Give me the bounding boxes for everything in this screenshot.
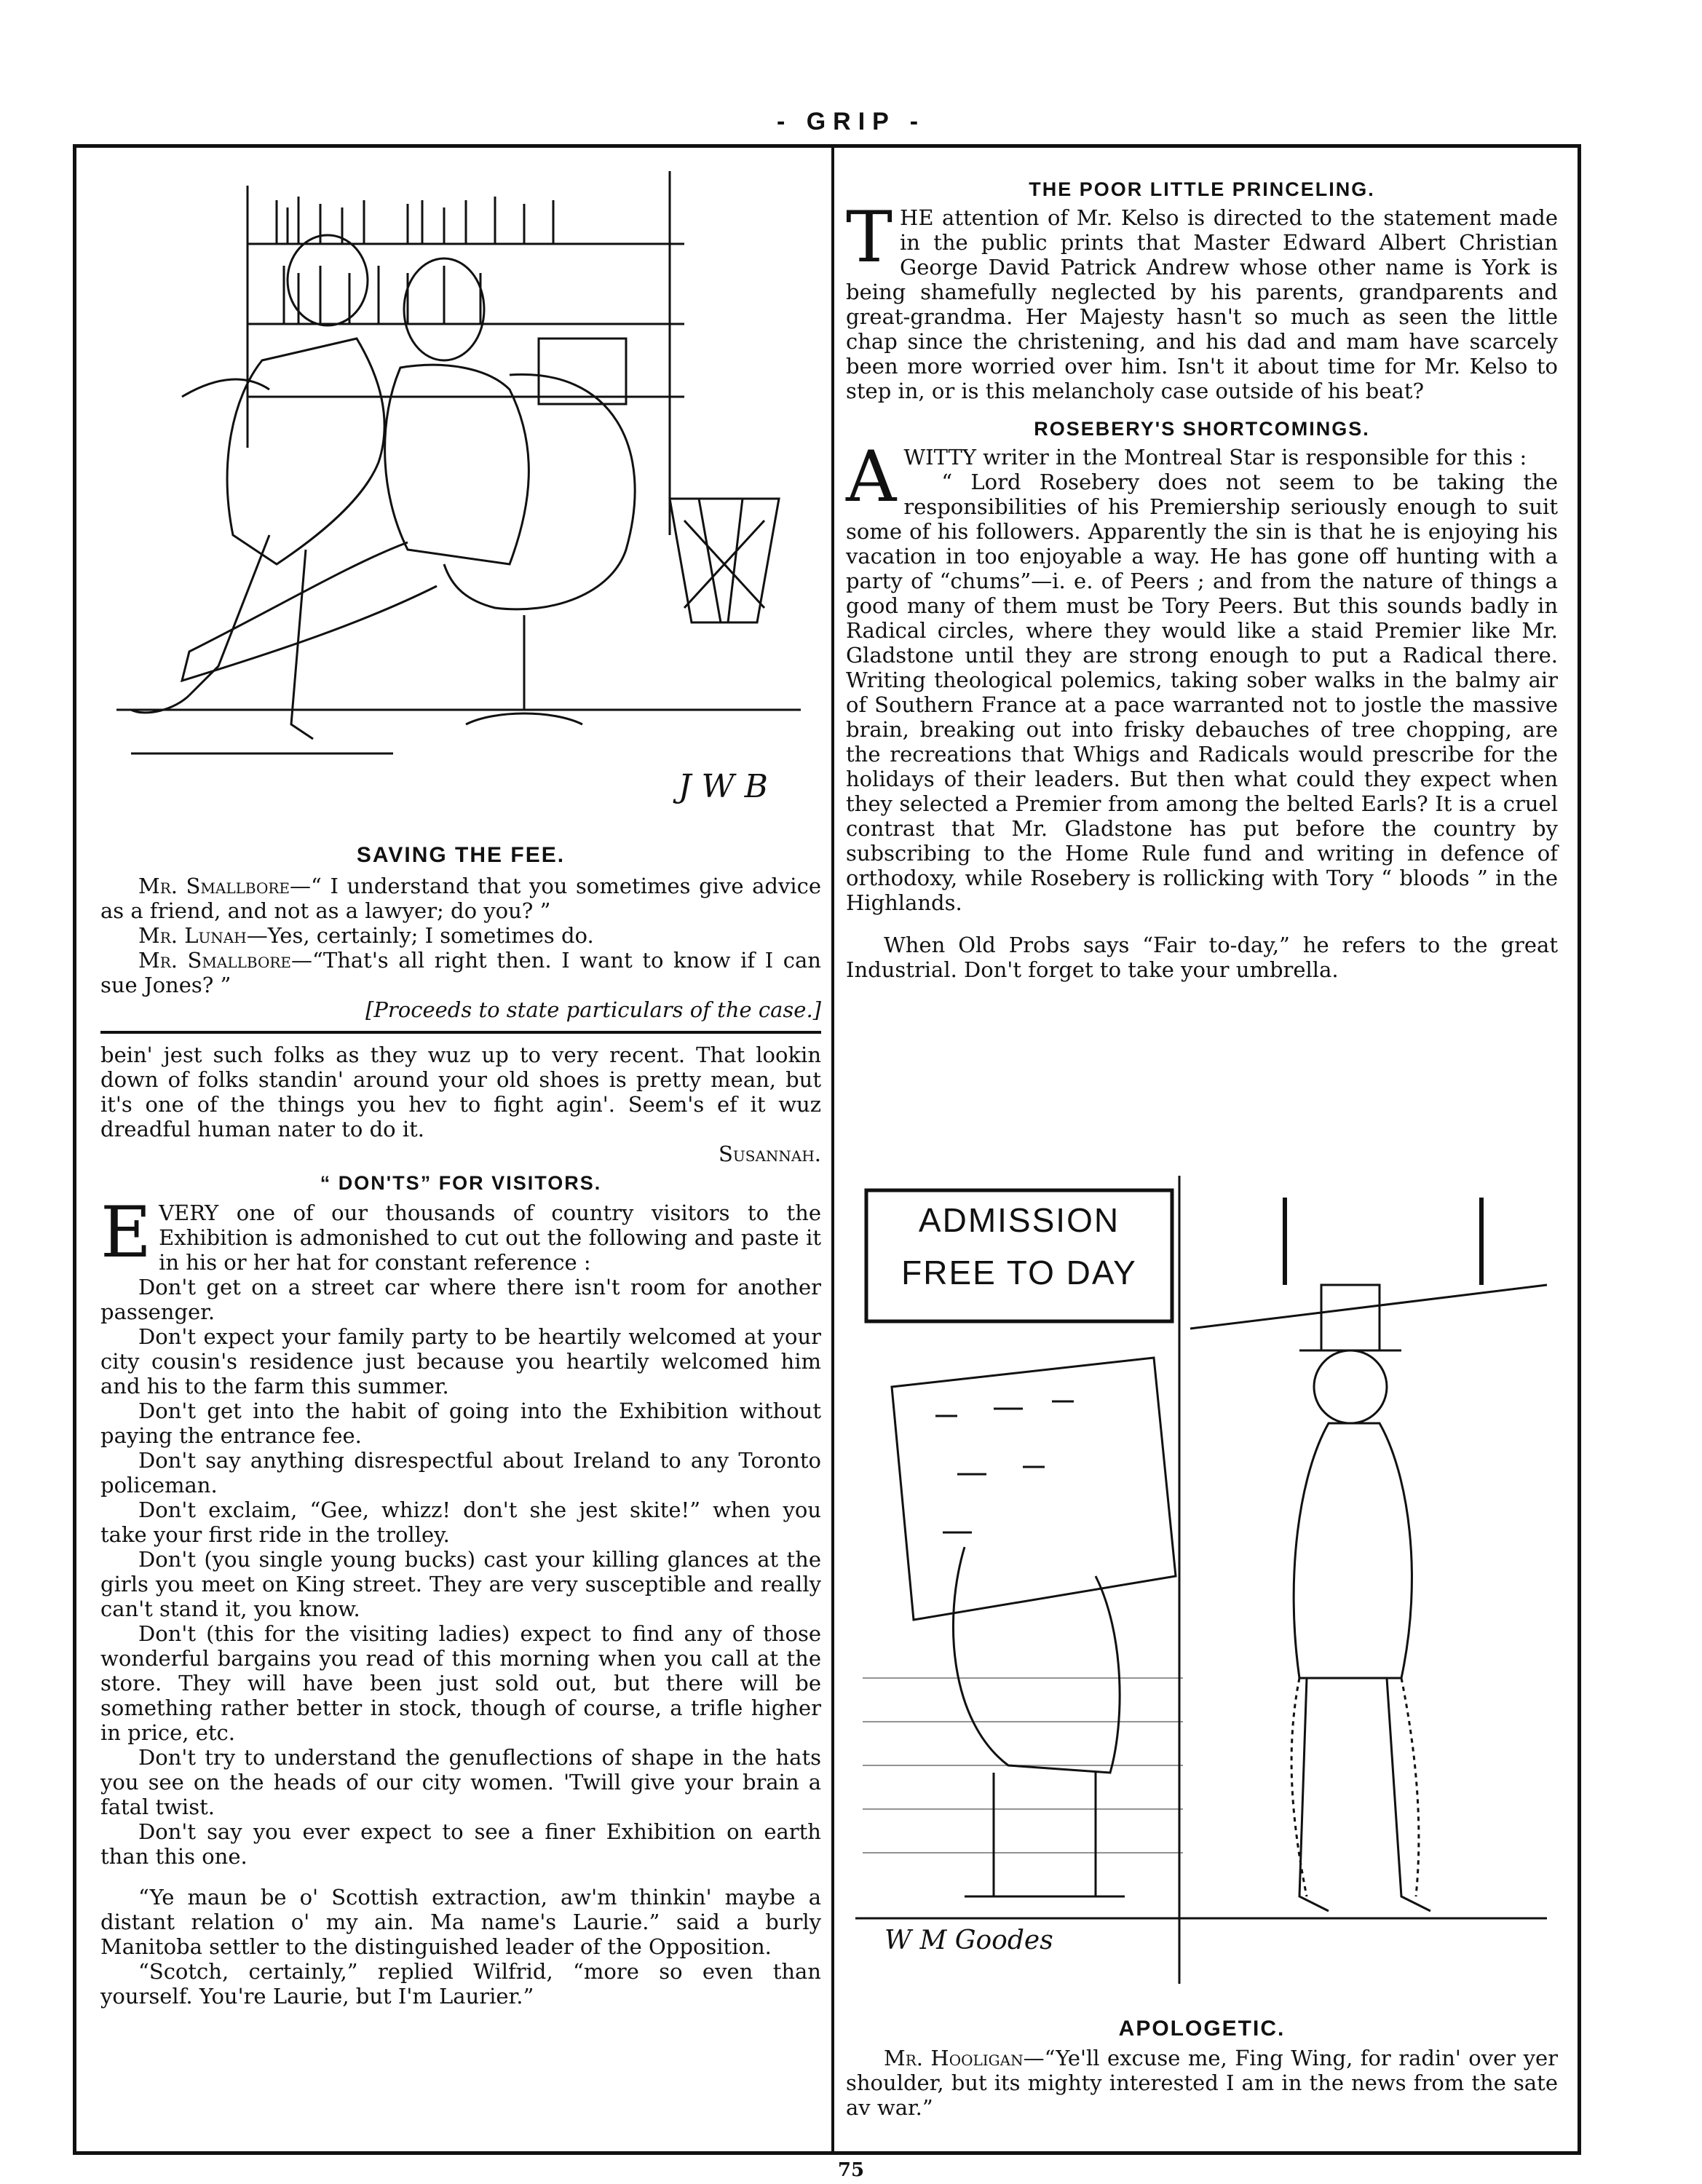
dialogue-line (100, 923, 821, 948)
laurie-paragraph: “Ye maun be o' Scottish extraction, aw'm thinkin' maybe a distant relation o' my ain. Ma name's Laurie.” said a burly Manitoba settler to the distinguished leader of the Opposition. (100, 1885, 821, 1959)
sign-line-2: FREE TO DAY (901, 1254, 1137, 1291)
caption-saving-the-fee: SAVING THE FEE. (356, 843, 566, 867)
laurie-anecdote (100, 1885, 821, 2009)
rosebery-quote: “ Lord Rosebery does not seem to be taking the responsibilities of his Premiership seriously enough to suit some of his followers. Apparently the sin is that he is enjoying his vacation in too enjoyable a way. He has gone off hunting with a party of “chums”—i. e. of Peers ; and from the nature of things a good many of them must be Tory Peers. But this sounds badly in Radical circles, where they would like a staid Premier like Mr. Gladstone until they are strong enough to put a Radical there. Writing theological polemics, taking sober walks in the balmy air of Southern France at a pace warranted not to jostle the massive brain, breaking out into frisky debauches of tree chopping, are the recreations that Whigs and Radicals would prescribe for the holidays of their leaders. But then what could they expect when they selected a Premier from among the belted Earls? It is a cruel contrast that Mr. Gladstone has put before the country by subscribing to the Home Rule fund and writing in defence of orthodoxy, while Rosebery is rollicking with Tory “ bloods ” in the Highlands. (846, 470, 1558, 915)
admission-sign (870, 1194, 1168, 1318)
rosebery-article (846, 436, 1558, 915)
right-column-text-bottom (846, 2017, 1558, 2120)
donts-item: Don't (this for the visiting ladies) expect to find any of those wonderful bargains you read of this morning when you call at the store. They will have been just sold out, but there will be something rather better in stock, though of course, a trifle higher in price, etc. (100, 1621, 821, 1745)
section-rule (100, 1031, 821, 1034)
princeling-article (846, 197, 1558, 403)
susannah-signature: Susannah. (719, 1142, 821, 1166)
dialogue-line (846, 2046, 1558, 2120)
drop-cap: A (846, 436, 897, 518)
donts-article (100, 1192, 821, 1869)
donts-item: Don't say you ever expect to see a finer Exhibition on earth than this one. (100, 1819, 821, 1869)
donts-intro (100, 1192, 821, 1275)
dialogue-text: —“That's all right then. I want to know if I can sue Jones? ” (100, 948, 821, 997)
donts-item: Don't say anything disrespectful about Ireland to any Toronto policeman. (100, 1448, 821, 1497)
dialogue-saving-the-fee (100, 874, 821, 1022)
sign-line-1: ADMISSION (918, 1201, 1120, 1239)
cartoon-office-scene-illustration (102, 157, 819, 841)
stage-direction: [Proceeds to state particulars of the case.] (365, 997, 821, 1022)
laurie-paragraph: “Scotch, certainly,” replied Wilfrid, “more so even than yourself. You're Laurie, but I'm Laurier.” (100, 1959, 821, 2009)
probs-text: When Old Probs says “Fair to-day,” he refers to the great Industrial. Don't forget to take your umbrella. (846, 933, 1558, 982)
probs-note (846, 933, 1558, 982)
title-rosebery: ROSEBERY'S SHORTCOMINGS. (1034, 418, 1370, 440)
cartoon-apologetic (848, 1168, 1558, 2006)
rosebery-intro (846, 436, 1558, 518)
susannah-letter (100, 1042, 821, 1166)
dialogue-text: —“ I understand that you sometimes give advice as a friend, and not as a lawyer; do you? ” (100, 874, 821, 923)
speaker-name: Mr. Hooligan (884, 2046, 1024, 2070)
rosebery-intro-text: WITTY writer in the Montreal Star is responsible for this : (903, 445, 1527, 470)
donts-item: Don't exclaim, “Gee, whizz! don't she jest skite!” when you take your first ride in the trolley. (100, 1497, 821, 1547)
donts-item: Don't try to understand the genuflections of shape in the hats you see on the heads of our city women. 'Twill give your brain a fatal twist. (100, 1745, 821, 1819)
masthead: - GRIP - (776, 108, 926, 135)
right-column-text-top (846, 178, 1558, 982)
speaker-name: Mr. Smallbore (138, 948, 292, 973)
susannah-text: bein' jest such folks as they wuz up to very recent. That lookin down of folks standin' around your old shoes is pretty mean, but it's one of the things you hev to fight agin'. Seem's ef it wuz dreadful human nater to do it. (100, 1042, 821, 1142)
caption-apologetic: APOLOGETIC. (1118, 2017, 1286, 2041)
donts-item: Don't (you single young bucks) cast your killing glances at the girls you meet on King street. They are very susceptible and really can't stand it, you know. (100, 1547, 821, 1621)
princeling-body: HE attention of Mr. Kelso is directed to the statement made in the public prints that Master Edward Albert Christian George David Patrick Andrew whose other name is York is being shamefully neglected by his parents, grandparents and great-grandma. Her Majesty hasn't so much as seen the little chap since the christening, and his dad and mam have scarcely been more worried over him. Isn't it about time for Mr. Kelso to step in, or is this melancholy case outside of his beat? (846, 205, 1558, 403)
dialogue-text: —“Ye'll excuse me, Fing Wing, for radin' over yer shoulder, but its mighty interested I am in the news from the sate av war.” (846, 2046, 1558, 2120)
page-number: 75 (837, 2159, 865, 2181)
donts-item: Don't expect your family party to be heartily welcomed at your city cousin's residence just because you heartily welcomed him and his to the farm this summer. (100, 1324, 821, 1398)
title-princeling: THE POOR LITTLE PRINCELING. (1029, 178, 1375, 200)
dialogue-line (100, 948, 821, 997)
dialogue-line (100, 874, 821, 923)
left-column-text-top (100, 843, 821, 2009)
dialogue-apologetic (846, 2046, 1558, 2120)
donts-item: Don't get into the habit of going into the Exhibition without paying the entrance fee. (100, 1398, 821, 1448)
drop-cap: T (846, 197, 893, 278)
column-divider (831, 144, 834, 2155)
donts-intro-text: VERY one of our thousands of country visitors to the Exhibition is admonished to cut out the following and paste it in his or her hat for constant reference : (159, 1200, 821, 1275)
speaker-name: Mr. Lunah (138, 923, 247, 948)
speaker-name: Mr. Smallbore (138, 874, 290, 898)
title-donts: “ DON'TS” FOR VISITORS. (320, 1172, 602, 1194)
dialogue-text: —Yes, certainly; I sometimes do. (246, 923, 594, 948)
cartoon-signature: W M Goodes (884, 1926, 1053, 1955)
princeling-text (846, 197, 1558, 403)
cartoon-signature: J W B (678, 768, 768, 805)
drop-cap: E (100, 1192, 152, 1273)
cartoon-saving-the-fee (102, 157, 819, 841)
donts-item: Don't get on a street car where there isn't room for another passenger. (100, 1275, 821, 1324)
